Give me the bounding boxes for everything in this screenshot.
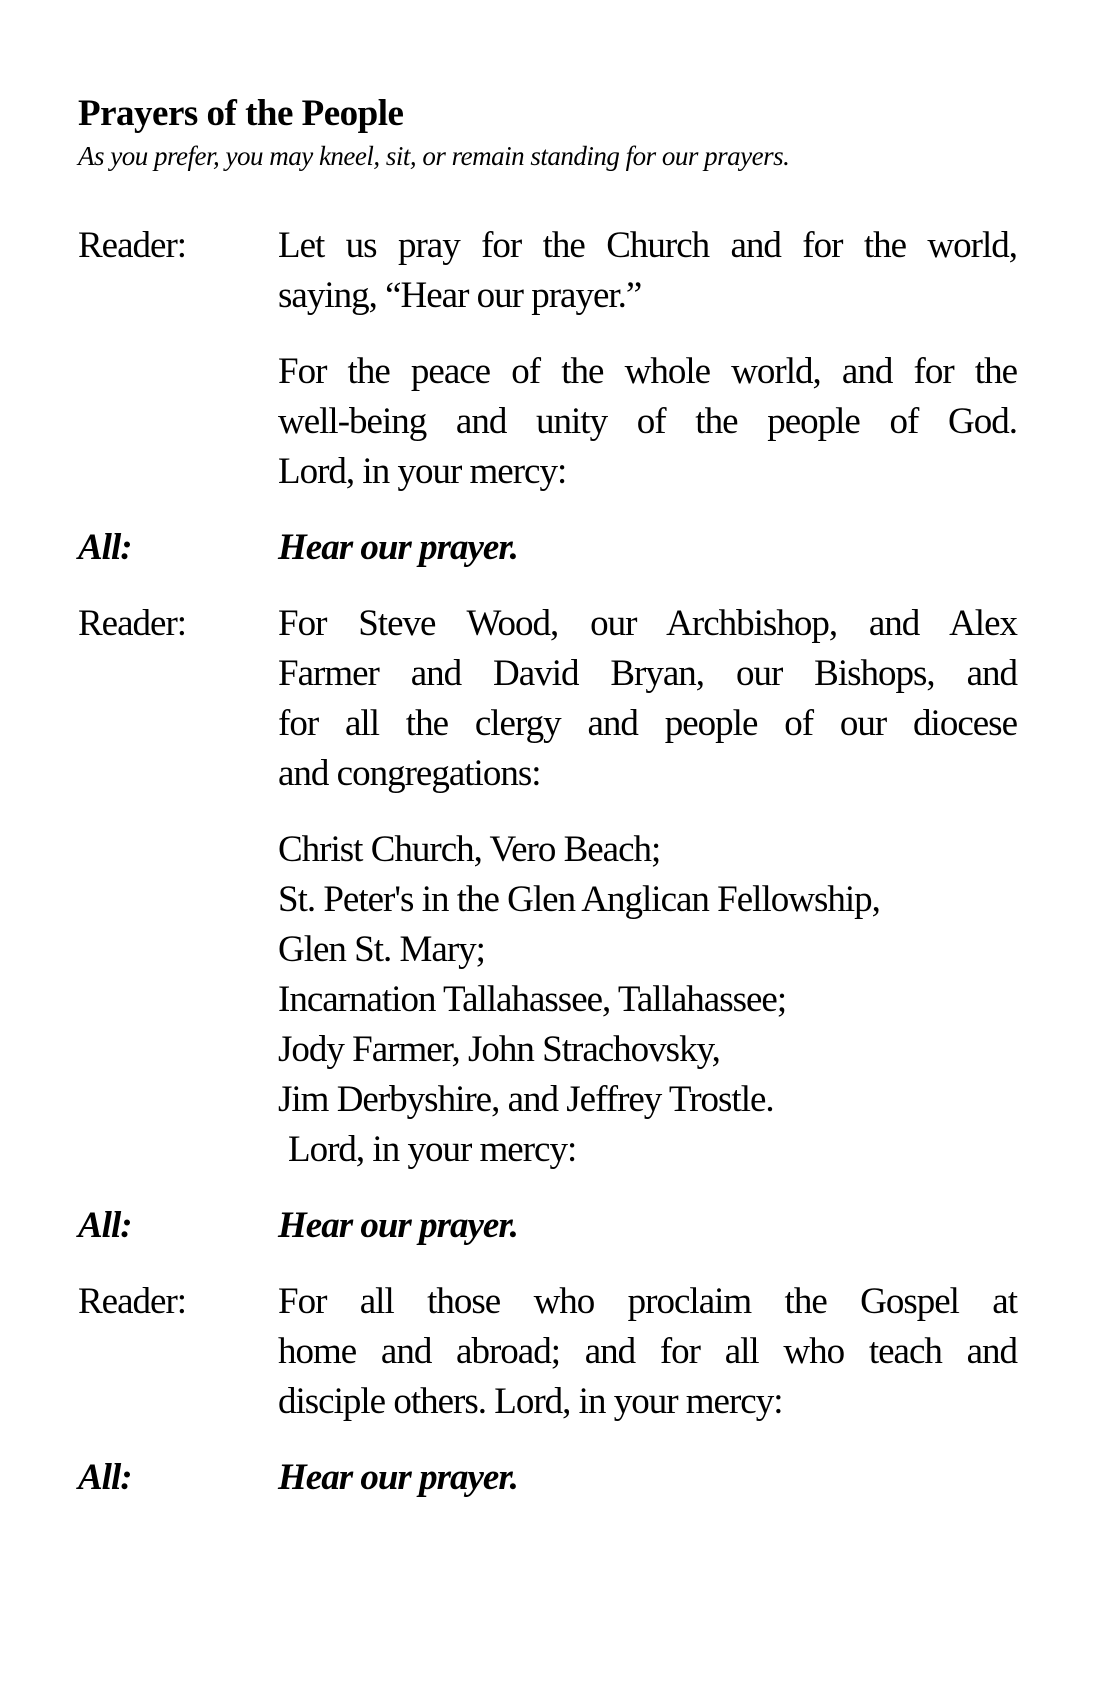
response-line: Hear our prayer. <box>278 1205 518 1246</box>
speaker-label: Reader: <box>78 1281 187 1322</box>
prayer-paragraph <box>278 347 1017 497</box>
dialogue-row-all-3 <box>78 1453 1017 1503</box>
prayer-line: Lord, in your mercy: <box>288 1129 577 1170</box>
dialogue-row-all-2 <box>78 1201 1017 1251</box>
response-text <box>278 1201 1017 1251</box>
page-title: Prayers of the People <box>78 93 404 134</box>
prayer-line: For Steve Wood, our Archbishop, and Alex <box>278 603 1017 644</box>
congregation-line: Christ Church, Vero Beach; <box>278 829 661 870</box>
response-line: Hear our prayer. <box>278 527 518 568</box>
prayer-line: For all those who proclaim the Gospel at <box>278 1281 1017 1322</box>
prayer-paragraph <box>278 599 1017 799</box>
prayer-paragraph <box>278 1277 1017 1427</box>
prayer-paragraph <box>278 221 1017 321</box>
rubric-subtitle: As you prefer, you may kneel, sit, or remain standing for our prayers. <box>78 141 790 171</box>
congregation-line: Incarnation Tallahassee, Tallahassee; <box>278 979 787 1020</box>
prayer-line: home and abroad; and for all who teach and <box>278 1331 1017 1372</box>
congregation-line: St. Peter's in the Glen Anglican Fellowship, <box>278 879 880 920</box>
prayer-line: well-being and unity of the people of God. <box>278 401 1017 442</box>
response-line: Hear our prayer. <box>278 1457 518 1498</box>
congregation-list <box>278 825 1017 1175</box>
dialogue-row-reader-1-continued <box>78 347 1017 497</box>
congregation-line: Glen St. Mary; <box>278 929 485 970</box>
speaker-label: Reader: <box>78 225 187 266</box>
response-text <box>278 523 1017 573</box>
dialogue-row-reader-2 <box>78 599 1017 799</box>
prayer-line: Let us pray for the Church and for the world, <box>278 225 1017 266</box>
speaker-label: All: <box>78 1457 132 1498</box>
prayer-line: disciple others. Lord, in your mercy: <box>278 1381 783 1422</box>
prayer-line: and congregations: <box>278 753 541 794</box>
dialogue-row-reader-3 <box>78 1277 1017 1427</box>
speaker-label: All: <box>78 527 132 568</box>
prayer-line: Farmer and David Bryan, our Bishops, and <box>278 653 1017 694</box>
congregation-line: Jody Farmer, John Strachovsky, <box>278 1029 720 1070</box>
congregation-line: Jim Derbyshire, and Jeffrey Trostle. <box>278 1079 774 1120</box>
prayer-line: for all the clergy and people of our diocese <box>278 703 1017 744</box>
prayer-line: Lord, in your mercy: <box>278 451 567 492</box>
dialogue-row-reader-2-continued <box>78 825 1017 1175</box>
dialogue-row-all-1 <box>78 523 1017 573</box>
response-text <box>278 1453 1017 1503</box>
speaker-label: All: <box>78 1205 132 1246</box>
speaker-label: Reader: <box>78 603 187 644</box>
prayer-line: For the peace of the whole world, and for the <box>278 351 1017 392</box>
prayer-line: saying, “Hear our prayer.” <box>278 275 642 316</box>
dialogue-row-reader-1 <box>78 221 1017 321</box>
